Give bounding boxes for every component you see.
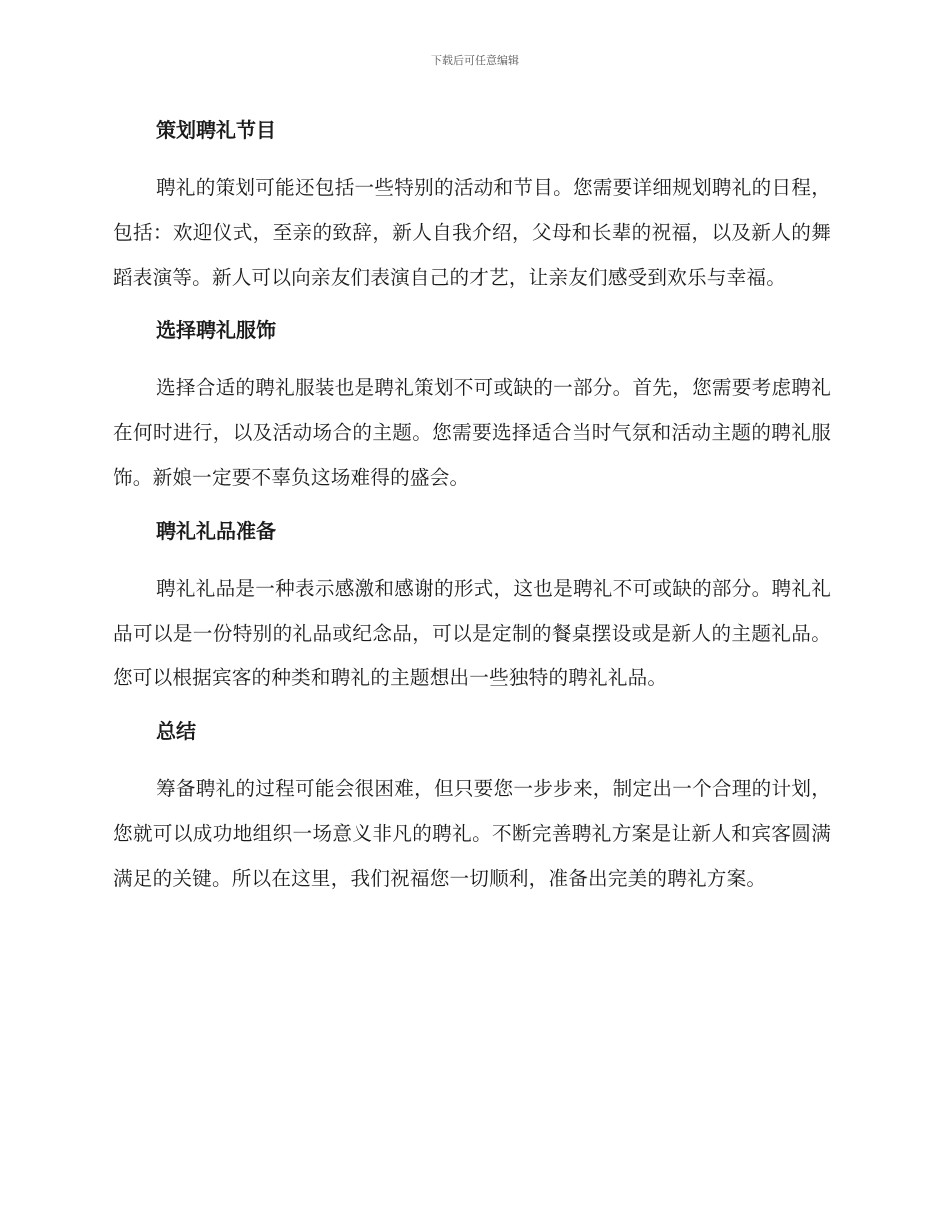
section-heading: 策划聘礼节目: [156, 118, 276, 142]
section-heading: 聘礼礼品准备: [156, 518, 276, 543]
section-paragraph: 筹备聘礼的过程可能会很困难，但只要您一步步来，制定出一个合理的计划，您就可以成功地组织一场意义非凡的聘礼。不断完善聘礼方案是让新人和宾客圆满满足的关键。所以在这里，我们祝福您一切顺利，准备出完美的聘礼方案。: [113, 777, 831, 890]
section-summary: [113, 709, 831, 901]
section-gifts: [113, 509, 831, 701]
page-header-note: 下载后可任意编辑: [431, 54, 519, 67]
section-paragraph: 聘礼礼品是一种表示感激和感谢的形式，这也是聘礼不可或缺的部分。聘礼礼品可以是一份特别的礼品或纪念品，可以是定制的餐桌摆设或是新人的主题礼品。您可以根据宾客的种类和聘礼的主题想出一些独特的聘礼礼品。: [113, 576, 831, 690]
section-paragraph: 聘礼的策划可能还包括一些特别的活动和节目。您需要详细规划聘礼的日程，包括：欢迎仪式，至亲的致辞，新人自我介绍，父母和长辈的祝福，以及新人的舞蹈表演等。新人可以向亲友们表演自己的才艺，让亲友们感受到欢乐与幸福。: [113, 176, 831, 289]
document-body: [113, 108, 831, 910]
section-attire: [113, 308, 831, 500]
section-heading: 总结: [156, 719, 196, 744]
section-heading: 选择聘礼服饰: [156, 318, 276, 343]
section-program: [113, 108, 831, 300]
section-paragraph: 选择合适的聘礼服装也是聘礼策划不可或缺的一部分。首先，您需要考虑聘礼在何时进行，以及活动场合的主题。您需要选择适合当时气氛和活动主题的聘礼服饰。新娘一定要不辜负这场难得的盛会。: [113, 376, 831, 489]
